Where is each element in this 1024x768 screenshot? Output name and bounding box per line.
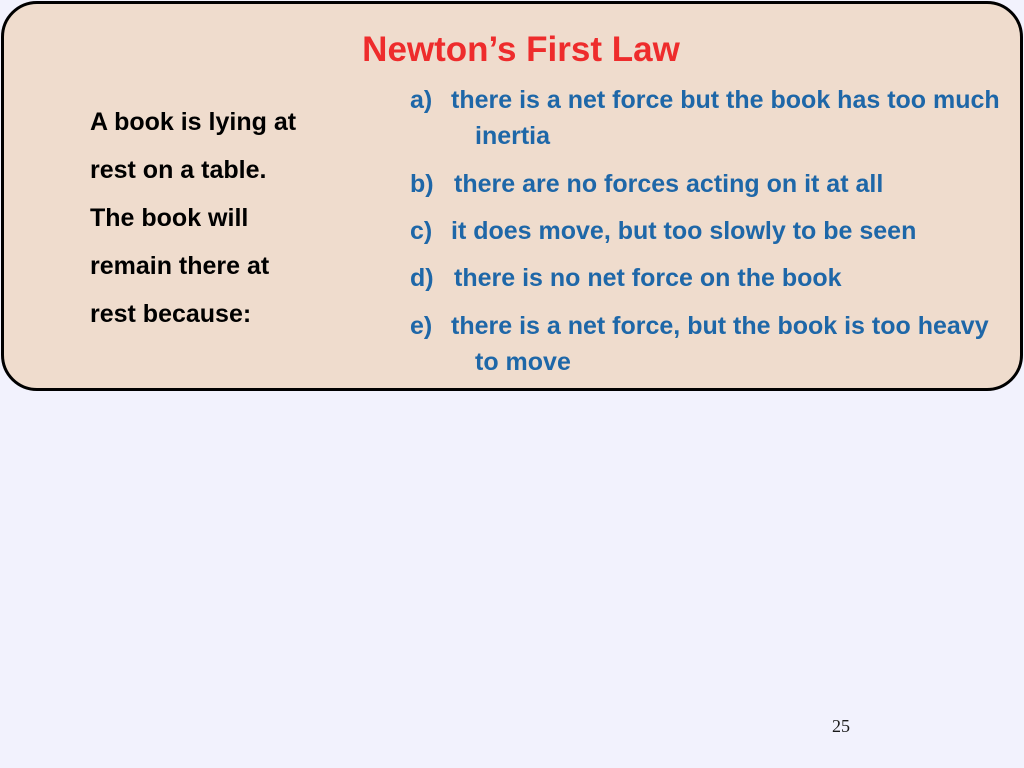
option-letter: d)	[410, 264, 434, 292]
answer-option-a	[410, 82, 1010, 154]
option-text: there is no net force on the book	[454, 264, 842, 292]
slide-title: Newton’s First Law	[362, 30, 680, 69]
answer-option-d	[410, 260, 1010, 296]
option-letter: b)	[410, 170, 434, 198]
page-number: 25	[832, 716, 850, 736]
answer-option-c	[410, 213, 1010, 249]
question-panel	[1, 1, 1023, 391]
question-line: remain there at	[90, 252, 270, 280]
question-line: A book is lying at	[90, 108, 297, 136]
question-line: The book will	[90, 204, 249, 232]
question-line: rest because:	[90, 300, 252, 328]
option-text: there is a net force but the book has too much inertia	[451, 86, 1000, 150]
answer-option-b	[410, 166, 1010, 202]
option-letter: e)	[410, 312, 433, 340]
option-text: it does move, but too slowly to be seen	[451, 217, 917, 245]
option-letter: c)	[410, 217, 433, 245]
option-text: there are no forces acting on it at all	[454, 170, 884, 198]
option-text: there is a net force, but the book is too heavy to move	[451, 312, 989, 376]
answer-option-e	[410, 308, 1010, 380]
question-line: rest on a table.	[90, 156, 267, 184]
option-letter: a)	[410, 86, 433, 114]
question-text	[90, 98, 390, 338]
